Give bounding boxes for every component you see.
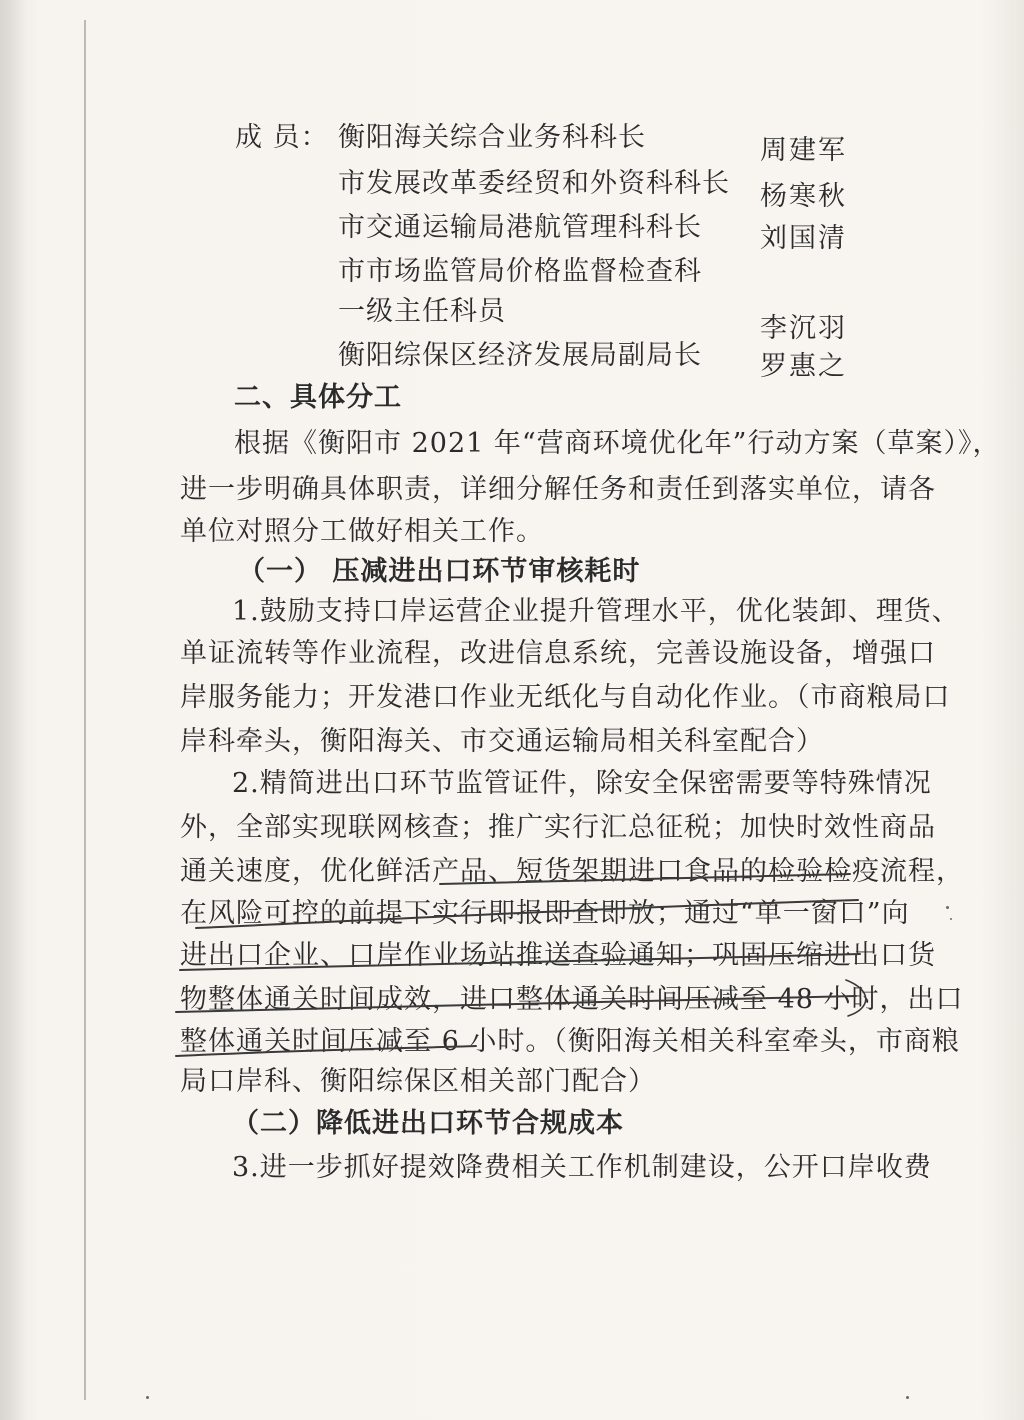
body-line: 在风险可控的前提下实行即报即查即放；通过“单一窗口”向 [180, 898, 910, 929]
member-name: 李沉羽 [760, 313, 847, 344]
member-name: 杨寒秋 [760, 181, 847, 212]
body-line: 单位对照分工做好相关工作。 [180, 516, 544, 547]
body-line: 3.进一步抓好提效降费相关工作机制建设，公开口岸收费 [232, 1152, 932, 1183]
body-line: 整体通关时间压减至 6 小时。（衡阳海关相关科室牵头，市商粮 [180, 1026, 960, 1057]
section-heading: 二、具体分工 [234, 382, 402, 413]
binding-shadow [0, 0, 26, 1420]
members-label: 成 员： [235, 122, 329, 153]
member-title: 衡阳海关综合业务科科长 [338, 122, 646, 153]
body-line: 根据《衡阳市 2021 年“营商环境优化年”行动方案（草案）》， [234, 428, 1001, 459]
subsection-heading: （二）降低进出口环节合规成本 [232, 1108, 624, 1139]
scan-speck [146, 1396, 149, 1399]
subsection-heading: （一） 压减进出口环节审核耗时 [238, 556, 641, 587]
member-title: 市发展改革委经贸和外资科科长 [338, 168, 730, 199]
binding-line [84, 20, 86, 1400]
body-line: 岸服务能力；开发港口作业无纸化与自动化作业。（市商粮局口 [180, 682, 951, 713]
body-line: 局口岸科、衡阳综保区相关部门配合） [180, 1066, 656, 1097]
member-name: 刘国清 [760, 223, 847, 254]
scan-speck [946, 906, 949, 909]
member-name: 罗惠之 [760, 351, 847, 382]
body-line: 1.鼓励支持口岸运营企业提升管理水平，优化装卸、理货、 [232, 596, 960, 627]
body-line: 外，全部实现联网核查；推广实行汇总征税；加快时效性商品 [180, 812, 936, 843]
body-line: 通关速度，优化鲜活产品、短货架期进口食品的检验检疫流程， [180, 856, 964, 887]
member-name: 周建军 [760, 135, 847, 166]
body-line: 单证流转等作业流程，改进信息系统，完善设施设备，增强口 [180, 638, 936, 669]
member-title: 市市场监管局价格监督检查科 [338, 256, 702, 287]
scan-speck [950, 918, 952, 920]
member-title: 一级主任科员 [338, 296, 506, 327]
body-line: 2.精简进出口环节监管证件，除安全保密需要等特殊情况 [232, 768, 932, 799]
member-title: 市交通运输局港航管理科科长 [338, 212, 702, 243]
body-line: 物整体通关时间成效，进口整体通关时间压减至 48 小时，出口 [180, 984, 964, 1015]
body-line: 进一步明确具体职责，详细分解任务和责任到落实单位，请各 [180, 474, 936, 505]
body-line: 岸科牵头，衡阳海关、市交通运输局相关科室配合） [180, 726, 824, 757]
scan-speck [906, 1396, 909, 1399]
body-line: 进出口企业、口岸作业场站推送查验通知；巩固压缩进出口货 [180, 940, 936, 971]
member-title: 衡阳综保区经济发展局副局长 [338, 340, 702, 371]
